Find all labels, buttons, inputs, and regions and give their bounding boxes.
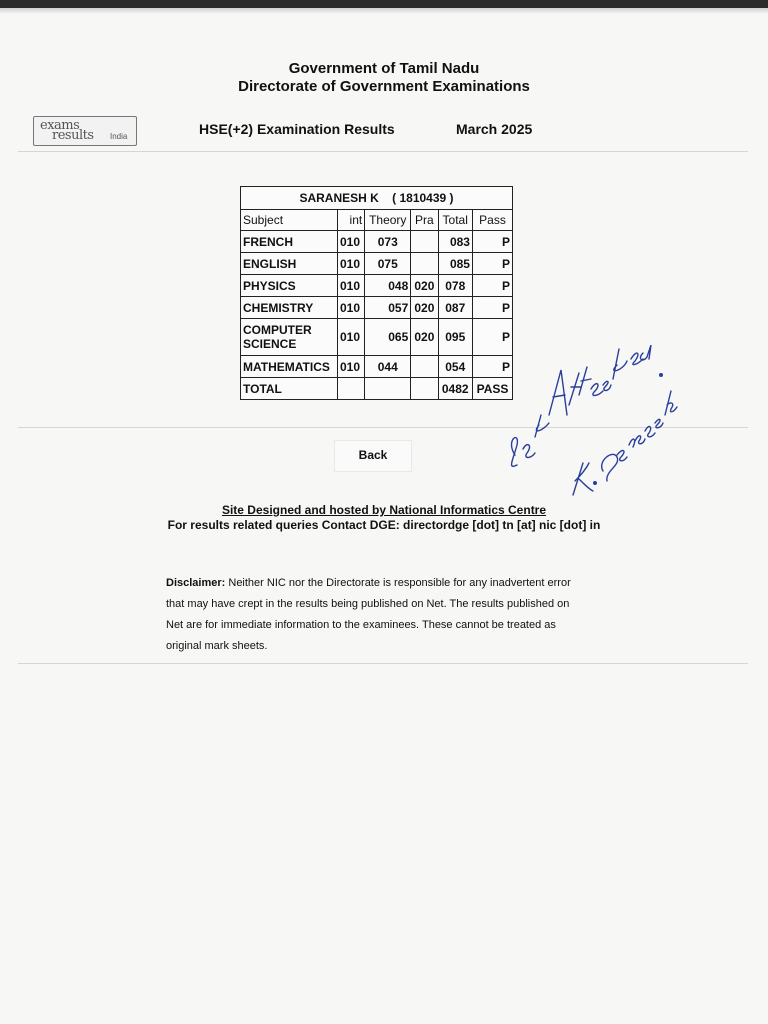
col-theory: Theory <box>365 210 411 231</box>
subject-line: SCIENCE <box>243 337 297 351</box>
pass-cell: P <box>472 253 512 275</box>
divider-top <box>18 151 748 152</box>
contact-info: For results related queries Contact DGE: directordge [dot] tn [at] nic [dot] in <box>167 518 601 532</box>
exams-results-logo <box>33 116 137 146</box>
subject-cell <box>241 319 338 356</box>
pra-cell: 020 <box>411 319 438 356</box>
exam-date: March 2025 <box>456 121 533 137</box>
theory-cell: 044 <box>365 356 411 378</box>
theory-cell: 073 <box>365 231 411 253</box>
int-cell: 010 <box>338 253 365 275</box>
theory-cell: 057 <box>365 297 411 319</box>
logo-text-india: India <box>110 132 128 141</box>
total-cell: 087 <box>438 297 472 319</box>
subject-cell: CHEMISTRY <box>241 297 338 319</box>
int-cell: 010 <box>338 231 365 253</box>
subject-cell: ENGLISH <box>241 253 338 275</box>
pass-cell: P <box>472 275 512 297</box>
table-row <box>241 356 513 378</box>
result-status: PASS <box>472 378 512 400</box>
student-name: SARANESH K <box>299 191 379 205</box>
divider-bottom <box>18 663 748 664</box>
int-cell: 010 <box>338 356 365 378</box>
student-header-row <box>241 187 513 210</box>
total-row <box>241 378 513 400</box>
grand-total: 0482 <box>438 378 472 400</box>
col-subject: Subject <box>241 210 338 231</box>
pass-cell: P <box>472 231 512 253</box>
int-cell: 010 <box>338 297 365 319</box>
total-cell: 078 <box>438 275 472 297</box>
col-pra: Pra <box>411 210 438 231</box>
theory-cell: 075 <box>365 253 411 275</box>
int-cell: 010 <box>338 275 365 297</box>
header-directorate: Directorate of Government Examinations <box>238 78 530 95</box>
logo-text-results: results <box>52 128 94 143</box>
top-edge-shadow <box>0 0 768 8</box>
table-row <box>241 231 513 253</box>
table-row <box>241 297 513 319</box>
pass-cell: P <box>472 297 512 319</box>
disclaimer-line: Net are for immediate information to the examinees. These cannot be treated as <box>166 619 556 631</box>
col-total: Total <box>438 210 472 231</box>
top-edge-gradient <box>0 8 768 14</box>
disclaimer-label: Disclaimer: <box>166 577 226 589</box>
table-row <box>241 275 513 297</box>
student-header <box>241 187 513 210</box>
col-int: int <box>338 210 365 231</box>
disclaimer-line: Neither NIC nor the Directorate is responsible for any inadvertent error <box>225 577 571 589</box>
disclaimer-line: that may have crept in the results being published on Net. The results published on <box>166 598 570 610</box>
subject-cell: MATHEMATICS <box>241 356 338 378</box>
total-cell: 095 <box>438 319 472 356</box>
pass-cell: P <box>472 319 512 356</box>
theory-cell: 048 <box>365 275 411 297</box>
table-row <box>241 253 513 275</box>
pra-cell <box>411 253 438 275</box>
disclaimer-text <box>166 573 586 657</box>
empty-cell <box>365 378 411 400</box>
empty-cell <box>411 378 438 400</box>
theory-cell: 065 <box>365 319 411 356</box>
pra-cell <box>411 231 438 253</box>
total-label: TOTAL <box>241 378 338 400</box>
student-roll: ( 1810439 ) <box>392 191 454 205</box>
logo-text-exams: exams <box>40 118 80 133</box>
subject-cell: FRENCH <box>241 231 338 253</box>
col-pass: Pass <box>472 210 512 231</box>
site-credit-link[interactable]: Site Designed and hosted by National Informatics Centre <box>221 503 547 517</box>
pass-cell: P <box>472 356 512 378</box>
total-cell: 054 <box>438 356 472 378</box>
total-cell: 085 <box>438 253 472 275</box>
exam-title: HSE(+2) Examination Results <box>199 121 395 137</box>
handwritten-signature <box>495 345 705 505</box>
int-cell: 010 <box>338 319 365 356</box>
back-button[interactable]: Back <box>334 440 412 472</box>
subject-line: COMPUTER <box>243 323 312 337</box>
table-row <box>241 319 513 356</box>
column-header-row <box>241 210 513 231</box>
empty-cell <box>338 378 365 400</box>
subject-cell: PHYSICS <box>241 275 338 297</box>
pra-cell <box>411 356 438 378</box>
header-government: Government of Tamil Nadu <box>288 60 480 77</box>
pra-cell: 020 <box>411 297 438 319</box>
results-table <box>240 186 513 400</box>
total-cell: 083 <box>438 231 472 253</box>
pra-cell: 020 <box>411 275 438 297</box>
disclaimer-line: original mark sheets. <box>166 640 268 652</box>
